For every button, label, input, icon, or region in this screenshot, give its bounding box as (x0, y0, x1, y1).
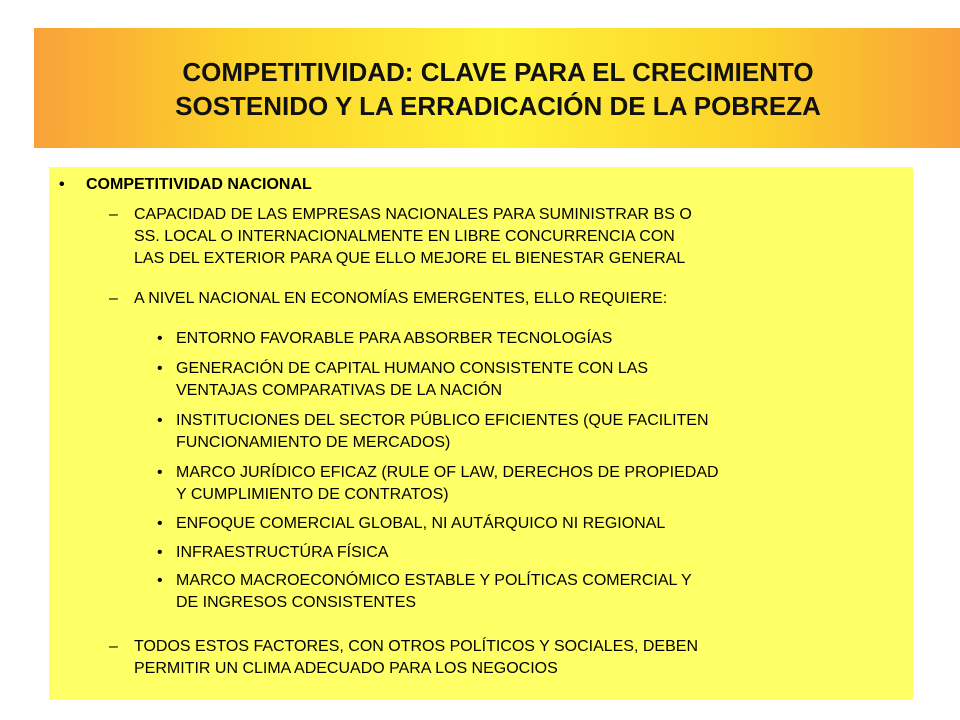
requirement-item (157, 462, 907, 506)
slide-title-line: COMPETITIVIDAD: CLAVE PARA EL CRECIMIENTO (182, 57, 814, 87)
requirement-item (157, 328, 907, 350)
bullet-icon: • (157, 330, 163, 347)
slide-title-line: SOSTENIDO Y LA ERRADICACIÓN DE LA POBREZA (175, 91, 821, 121)
text-line: GENERACIÓN DE CAPITAL HUMANO CONSISTENTE CON LAS (176, 360, 649, 377)
text-line: Y CUMPLIMIENTO DE CONTRATOS) (176, 486, 449, 503)
requirement-item (157, 513, 907, 535)
text-line: ENFOQUE COMERCIAL GLOBAL, NI AUTÁRQUICO NI REGIONAL (176, 515, 666, 532)
requirement-item (157, 410, 907, 454)
requirement-text (176, 410, 907, 454)
bullet-icon: • (59, 176, 65, 193)
text-line: A NIVEL NACIONAL EN ECONOMÍAS EMERGENTES, ELLO REQUIERE: (134, 290, 668, 307)
list-item (109, 636, 899, 680)
text-line: SS. LOCAL O INTERNACIONALMENTE EN LIBRE CONCURRENCIA CON (134, 228, 675, 245)
requirement-item (157, 358, 907, 402)
requirement-item (157, 542, 907, 564)
dash-icon: – (109, 290, 118, 307)
list-item (109, 204, 899, 270)
bullet-icon: • (157, 515, 163, 532)
text-line: FUNCIONAMIENTO DE MERCADOS) (176, 434, 451, 451)
title-banner (34, 28, 960, 148)
bullet-icon: • (157, 360, 163, 377)
requirement-item (157, 570, 907, 614)
text-line: TODOS ESTOS FACTORES, CON OTROS POLÍTICOS Y SOCIALES, DEBEN (134, 638, 698, 655)
list-item-text (134, 288, 899, 310)
text-line: LAS DEL EXTERIOR PARA QUE ELLO MEJORE EL BIENESTAR GENERAL (134, 250, 686, 267)
requirement-text (176, 358, 907, 402)
requirement-text (176, 513, 907, 535)
content-panel (49, 167, 913, 700)
list-item-text (134, 204, 899, 270)
dash-icon: – (109, 638, 118, 655)
requirement-text (176, 542, 907, 564)
requirement-text (176, 328, 907, 350)
dash-icon: – (109, 206, 118, 223)
bullet-icon: • (157, 412, 163, 429)
section-heading-text: COMPETITIVIDAD NACIONAL (86, 176, 312, 193)
text-line: VENTAJAS COMPARATIVAS DE LA NACIÓN (176, 382, 502, 399)
text-line: MARCO JURÍDICO EFICAZ (RULE OF LAW, DERECHOS DE PROPIEDAD (176, 464, 719, 481)
text-line: MARCO MACROECONÓMICO ESTABLE Y POLÍTICAS COMERCIAL Y (176, 572, 692, 589)
text-line: INSTITUCIONES DEL SECTOR PÚBLICO EFICIENTES (QUE FACILITEN (176, 412, 709, 429)
bullet-icon: • (157, 572, 163, 589)
requirement-text (176, 462, 907, 506)
bullet-icon: • (157, 544, 163, 561)
text-line: PERMITIR UN CLIMA ADECUADO PARA LOS NEGOCIOS (134, 660, 558, 677)
text-line: ENTORNO FAVORABLE PARA ABSORBER TECNOLOGÍAS (176, 330, 613, 347)
list-item-text (134, 636, 899, 680)
text-line: DE INGRESOS CONSISTENTES (176, 594, 417, 611)
list-item (109, 288, 899, 310)
slide-title (175, 53, 821, 123)
text-line: CAPACIDAD DE LAS EMPRESAS NACIONALES PARA SUMINISTRAR BS O (134, 206, 692, 223)
text-line: INFRAESTRUCTÚRA FÍSICA (176, 544, 389, 561)
bullet-icon: • (157, 464, 163, 481)
requirement-text (176, 570, 907, 614)
